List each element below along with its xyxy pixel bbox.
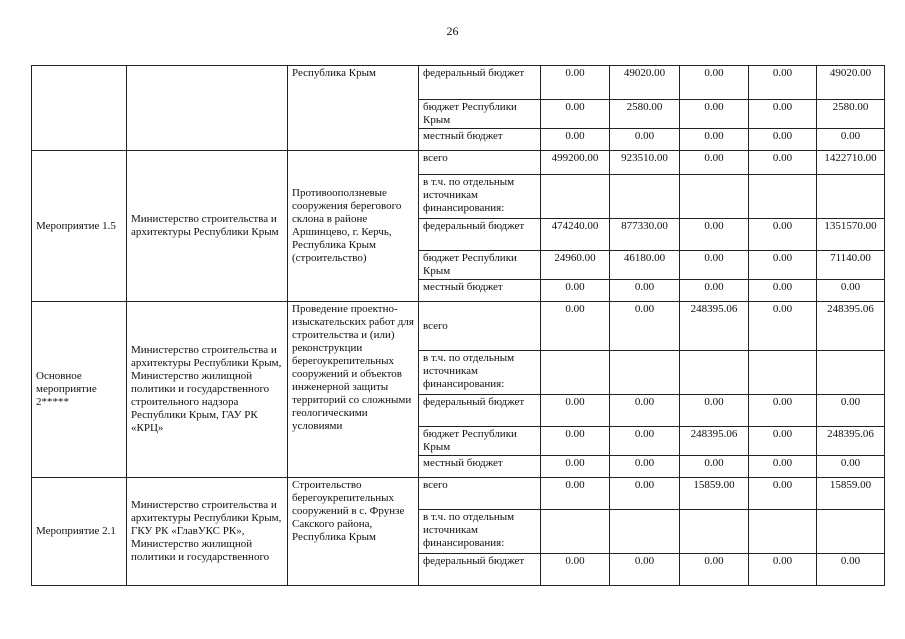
value-cell: 1351570.00 bbox=[817, 219, 885, 251]
event-cell: Основное мероприятие 2***** bbox=[32, 302, 127, 478]
table-body bbox=[32, 66, 885, 586]
value-cell bbox=[817, 510, 885, 554]
value-cell: 0.00 bbox=[680, 100, 749, 129]
description-cell: Проведение проектно-изыскательских работ для строительства и (или) реконструкции берегоукрепительных сооружений и объектов инженерной защиты территорий со сложными геологическими условиями bbox=[288, 302, 419, 478]
value-cell: 49020.00 bbox=[610, 66, 680, 100]
value-cell: 0.00 bbox=[749, 129, 817, 151]
value-cell bbox=[817, 175, 885, 219]
value-cell: 248395.06 bbox=[817, 427, 885, 456]
table-row bbox=[32, 302, 885, 351]
value-cell: 0.00 bbox=[817, 129, 885, 151]
value-cell bbox=[610, 175, 680, 219]
value-cell: 0.00 bbox=[610, 554, 680, 586]
executor-cell bbox=[127, 66, 288, 151]
value-cell: 0.00 bbox=[749, 280, 817, 302]
value-cell: 0.00 bbox=[749, 251, 817, 280]
source-cell: федеральный бюджет bbox=[419, 219, 541, 251]
value-cell: 923510.00 bbox=[610, 151, 680, 175]
description-cell: Противооползневые сооружения берегового склона в районе Аршинцево, г. Керчь, Республика Крым (строительство) bbox=[288, 151, 419, 302]
value-cell: 0.00 bbox=[610, 280, 680, 302]
value-cell: 0.00 bbox=[541, 302, 610, 351]
value-cell: 0.00 bbox=[680, 219, 749, 251]
value-cell: 2580.00 bbox=[817, 100, 885, 129]
value-cell: 0.00 bbox=[541, 66, 610, 100]
source-cell: местный бюджет bbox=[419, 280, 541, 302]
value-cell bbox=[541, 510, 610, 554]
value-cell: 0.00 bbox=[817, 395, 885, 427]
page-number: 26 bbox=[446, 24, 459, 38]
value-cell: 0.00 bbox=[541, 427, 610, 456]
value-cell bbox=[610, 510, 680, 554]
value-cell: 0.00 bbox=[610, 456, 680, 478]
value-cell: 0.00 bbox=[749, 302, 817, 351]
value-cell: 0.00 bbox=[749, 151, 817, 175]
source-cell: федеральный бюджет bbox=[419, 395, 541, 427]
value-cell: 0.00 bbox=[541, 478, 610, 510]
table-row bbox=[32, 151, 885, 175]
value-cell: 0.00 bbox=[749, 66, 817, 100]
value-cell: 0.00 bbox=[541, 280, 610, 302]
source-cell: в т.ч. по отдельным источникам финансирования: bbox=[419, 351, 541, 395]
source-cell: в т.ч. по отдельным источникам финансирования: bbox=[419, 175, 541, 219]
source-cell: всего bbox=[419, 302, 541, 351]
value-cell bbox=[680, 510, 749, 554]
value-cell: 0.00 bbox=[749, 478, 817, 510]
value-cell: 0.00 bbox=[680, 66, 749, 100]
value-cell: 0.00 bbox=[749, 427, 817, 456]
value-cell: 474240.00 bbox=[541, 219, 610, 251]
value-cell bbox=[541, 175, 610, 219]
value-cell: 49020.00 bbox=[817, 66, 885, 100]
value-cell: 0.00 bbox=[817, 554, 885, 586]
financing-table bbox=[31, 65, 885, 586]
value-cell: 877330.00 bbox=[610, 219, 680, 251]
value-cell: 0.00 bbox=[541, 554, 610, 586]
value-cell: 15859.00 bbox=[680, 478, 749, 510]
source-cell: всего bbox=[419, 478, 541, 510]
value-cell: 0.00 bbox=[541, 100, 610, 129]
executor-cell: Министерство строительства и архитектуры Республики Крым bbox=[127, 151, 288, 302]
table-row bbox=[32, 478, 885, 510]
event-cell bbox=[32, 66, 127, 151]
source-cell: местный бюджет bbox=[419, 456, 541, 478]
source-cell: бюджет Республики Крым bbox=[419, 251, 541, 280]
source-cell: бюджет Республики Крым bbox=[419, 427, 541, 456]
value-cell: 0.00 bbox=[680, 554, 749, 586]
value-cell: 0.00 bbox=[610, 395, 680, 427]
source-cell: федеральный бюджет bbox=[419, 66, 541, 100]
value-cell: 499200.00 bbox=[541, 151, 610, 175]
value-cell: 0.00 bbox=[680, 280, 749, 302]
source-cell: всего bbox=[419, 151, 541, 175]
value-cell bbox=[817, 351, 885, 395]
event-cell: Мероприятие 1.5 bbox=[32, 151, 127, 302]
value-cell: 24960.00 bbox=[541, 251, 610, 280]
value-cell: 0.00 bbox=[680, 251, 749, 280]
value-cell: 0.00 bbox=[610, 129, 680, 151]
value-cell bbox=[680, 351, 749, 395]
value-cell: 0.00 bbox=[680, 395, 749, 427]
value-cell bbox=[610, 351, 680, 395]
value-cell: 15859.00 bbox=[817, 478, 885, 510]
value-cell: 0.00 bbox=[817, 456, 885, 478]
value-cell bbox=[680, 175, 749, 219]
source-cell: федеральный бюджет bbox=[419, 554, 541, 586]
value-cell: 0.00 bbox=[610, 302, 680, 351]
value-cell: 0.00 bbox=[817, 280, 885, 302]
value-cell: 0.00 bbox=[680, 129, 749, 151]
value-cell: 0.00 bbox=[680, 456, 749, 478]
value-cell: 0.00 bbox=[749, 395, 817, 427]
executor-cell: Министерство строительства и архитектуры Республики Крым, Министерство жилищной политики и государственного строительного надзора Республики Крым, ГАУ РК «КРЦ» bbox=[127, 302, 288, 478]
value-cell bbox=[749, 351, 817, 395]
value-cell bbox=[541, 351, 610, 395]
source-cell: в т.ч. по отдельным источникам финансирования: bbox=[419, 510, 541, 554]
value-cell: 0.00 bbox=[749, 456, 817, 478]
value-cell: 0.00 bbox=[541, 456, 610, 478]
description-cell: Республика Крым bbox=[288, 66, 419, 151]
value-cell: 0.00 bbox=[541, 129, 610, 151]
value-cell: 1422710.00 bbox=[817, 151, 885, 175]
table-row bbox=[32, 66, 885, 100]
value-cell: 0.00 bbox=[610, 427, 680, 456]
value-cell bbox=[749, 175, 817, 219]
value-cell: 0.00 bbox=[610, 478, 680, 510]
value-cell: 0.00 bbox=[680, 151, 749, 175]
value-cell: 0.00 bbox=[541, 395, 610, 427]
source-cell: местный бюджет bbox=[419, 129, 541, 151]
executor-cell: Министерство строительства и архитектуры Республики Крым, ГКУ РК «ГлавУКС РК», Министерство жилищной политики и государственного bbox=[127, 478, 288, 586]
value-cell bbox=[749, 510, 817, 554]
value-cell: 46180.00 bbox=[610, 251, 680, 280]
event-cell: Мероприятие 2.1 bbox=[32, 478, 127, 586]
value-cell: 248395.06 bbox=[817, 302, 885, 351]
value-cell: 2580.00 bbox=[610, 100, 680, 129]
value-cell: 248395.06 bbox=[680, 302, 749, 351]
value-cell: 0.00 bbox=[749, 554, 817, 586]
value-cell: 0.00 bbox=[749, 100, 817, 129]
value-cell: 0.00 bbox=[749, 219, 817, 251]
source-cell: бюджет Республики Крым bbox=[419, 100, 541, 129]
value-cell: 248395.06 bbox=[680, 427, 749, 456]
description-cell: Строительство берегоукрепительных сооружений в с. Фрунзе Сакского района, Республика Крым bbox=[288, 478, 419, 586]
value-cell: 71140.00 bbox=[817, 251, 885, 280]
